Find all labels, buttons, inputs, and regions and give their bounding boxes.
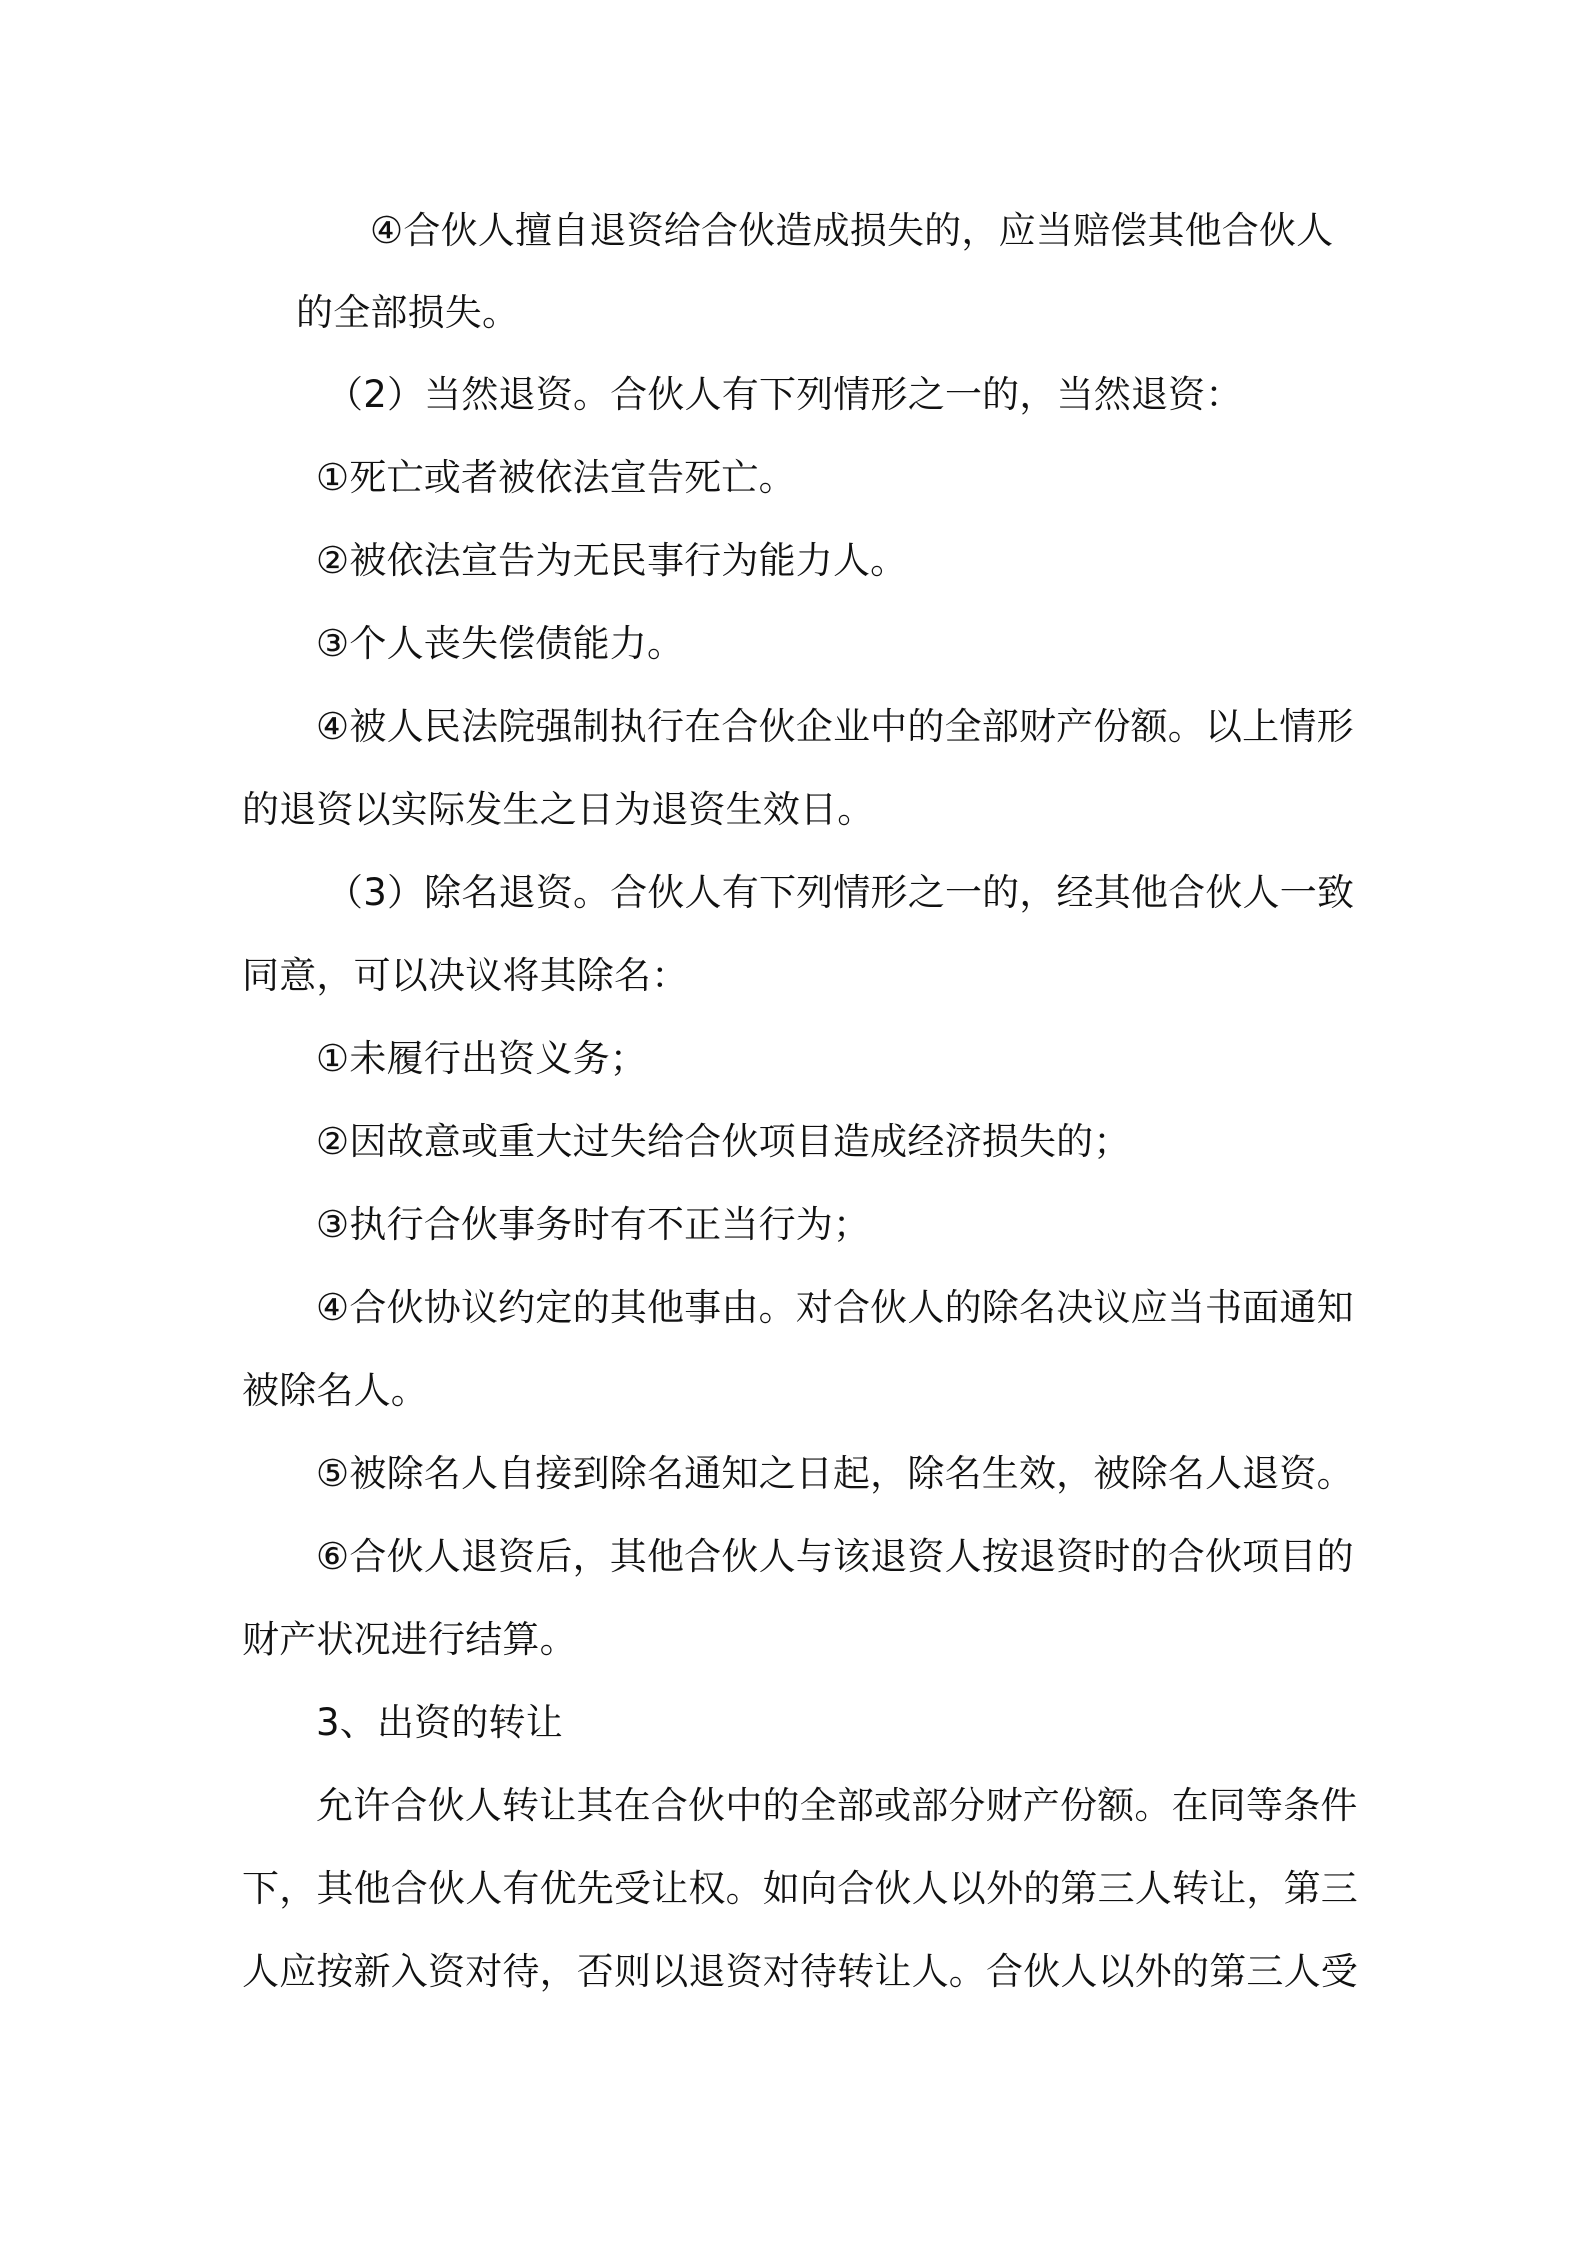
text-line: ①死亡或者被依法宣告死亡。 xyxy=(316,456,796,499)
text-line: 被除名人。 xyxy=(242,1369,428,1412)
section-heading: 3、出资的转让 xyxy=(316,1701,563,1744)
text-line: （3）除名退资。合伙人有下列情形之一的，经其他合伙人一致 xyxy=(326,871,1355,914)
text-line: ⑤被除名人自接到除名通知之日起，除名生效，被除名人退资。 xyxy=(316,1452,1354,1495)
text-line: 下，其他合伙人有优先受让权。如向合伙人以外的第三人转让，第三 xyxy=(242,1867,1358,1910)
text-line: ④合伙协议约定的其他事由。对合伙人的除名决议应当书面通知 xyxy=(316,1286,1354,1329)
text-line: ③个人丧失偿债能力。 xyxy=(316,622,685,665)
text-line: ④被人民法院强制执行在合伙企业中的全部财产份额。以上情形 xyxy=(316,705,1354,748)
text-line: 允许合伙人转让其在合伙中的全部或部分财产份额。在同等条件 xyxy=(316,1784,1358,1827)
text-line: 的全部损失。 xyxy=(296,291,520,334)
text-line: ④合伙人擅自退资给合伙造成损失的，应当赔偿其他合伙人 xyxy=(370,209,1334,252)
text-line: ②被依法宣告为无民事行为能力人。 xyxy=(316,539,908,582)
text-line: ①未履行出资义务； xyxy=(316,1037,647,1080)
text-line: （2）当然退资。合伙人有下列情形之一的，当然退资： xyxy=(326,373,1243,416)
text-line: 财产状况进行结算。 xyxy=(242,1618,577,1661)
text-line: ②因故意或重大过失给合伙项目造成经济损失的； xyxy=(316,1120,1131,1163)
text-line: ③执行合伙事务时有不正当行为； xyxy=(316,1203,871,1246)
text-line: ⑥合伙人退资后，其他合伙人与该退资人按退资时的合伙项目的 xyxy=(316,1535,1354,1578)
text-line: 的退资以实际发生之日为退资生效日。 xyxy=(242,788,875,831)
text-line: 人应按新入资对待，否则以退资对待转让人。合伙人以外的第三人受 xyxy=(242,1950,1358,1993)
text-line: 同意，可以决议将其除名： xyxy=(242,954,689,997)
